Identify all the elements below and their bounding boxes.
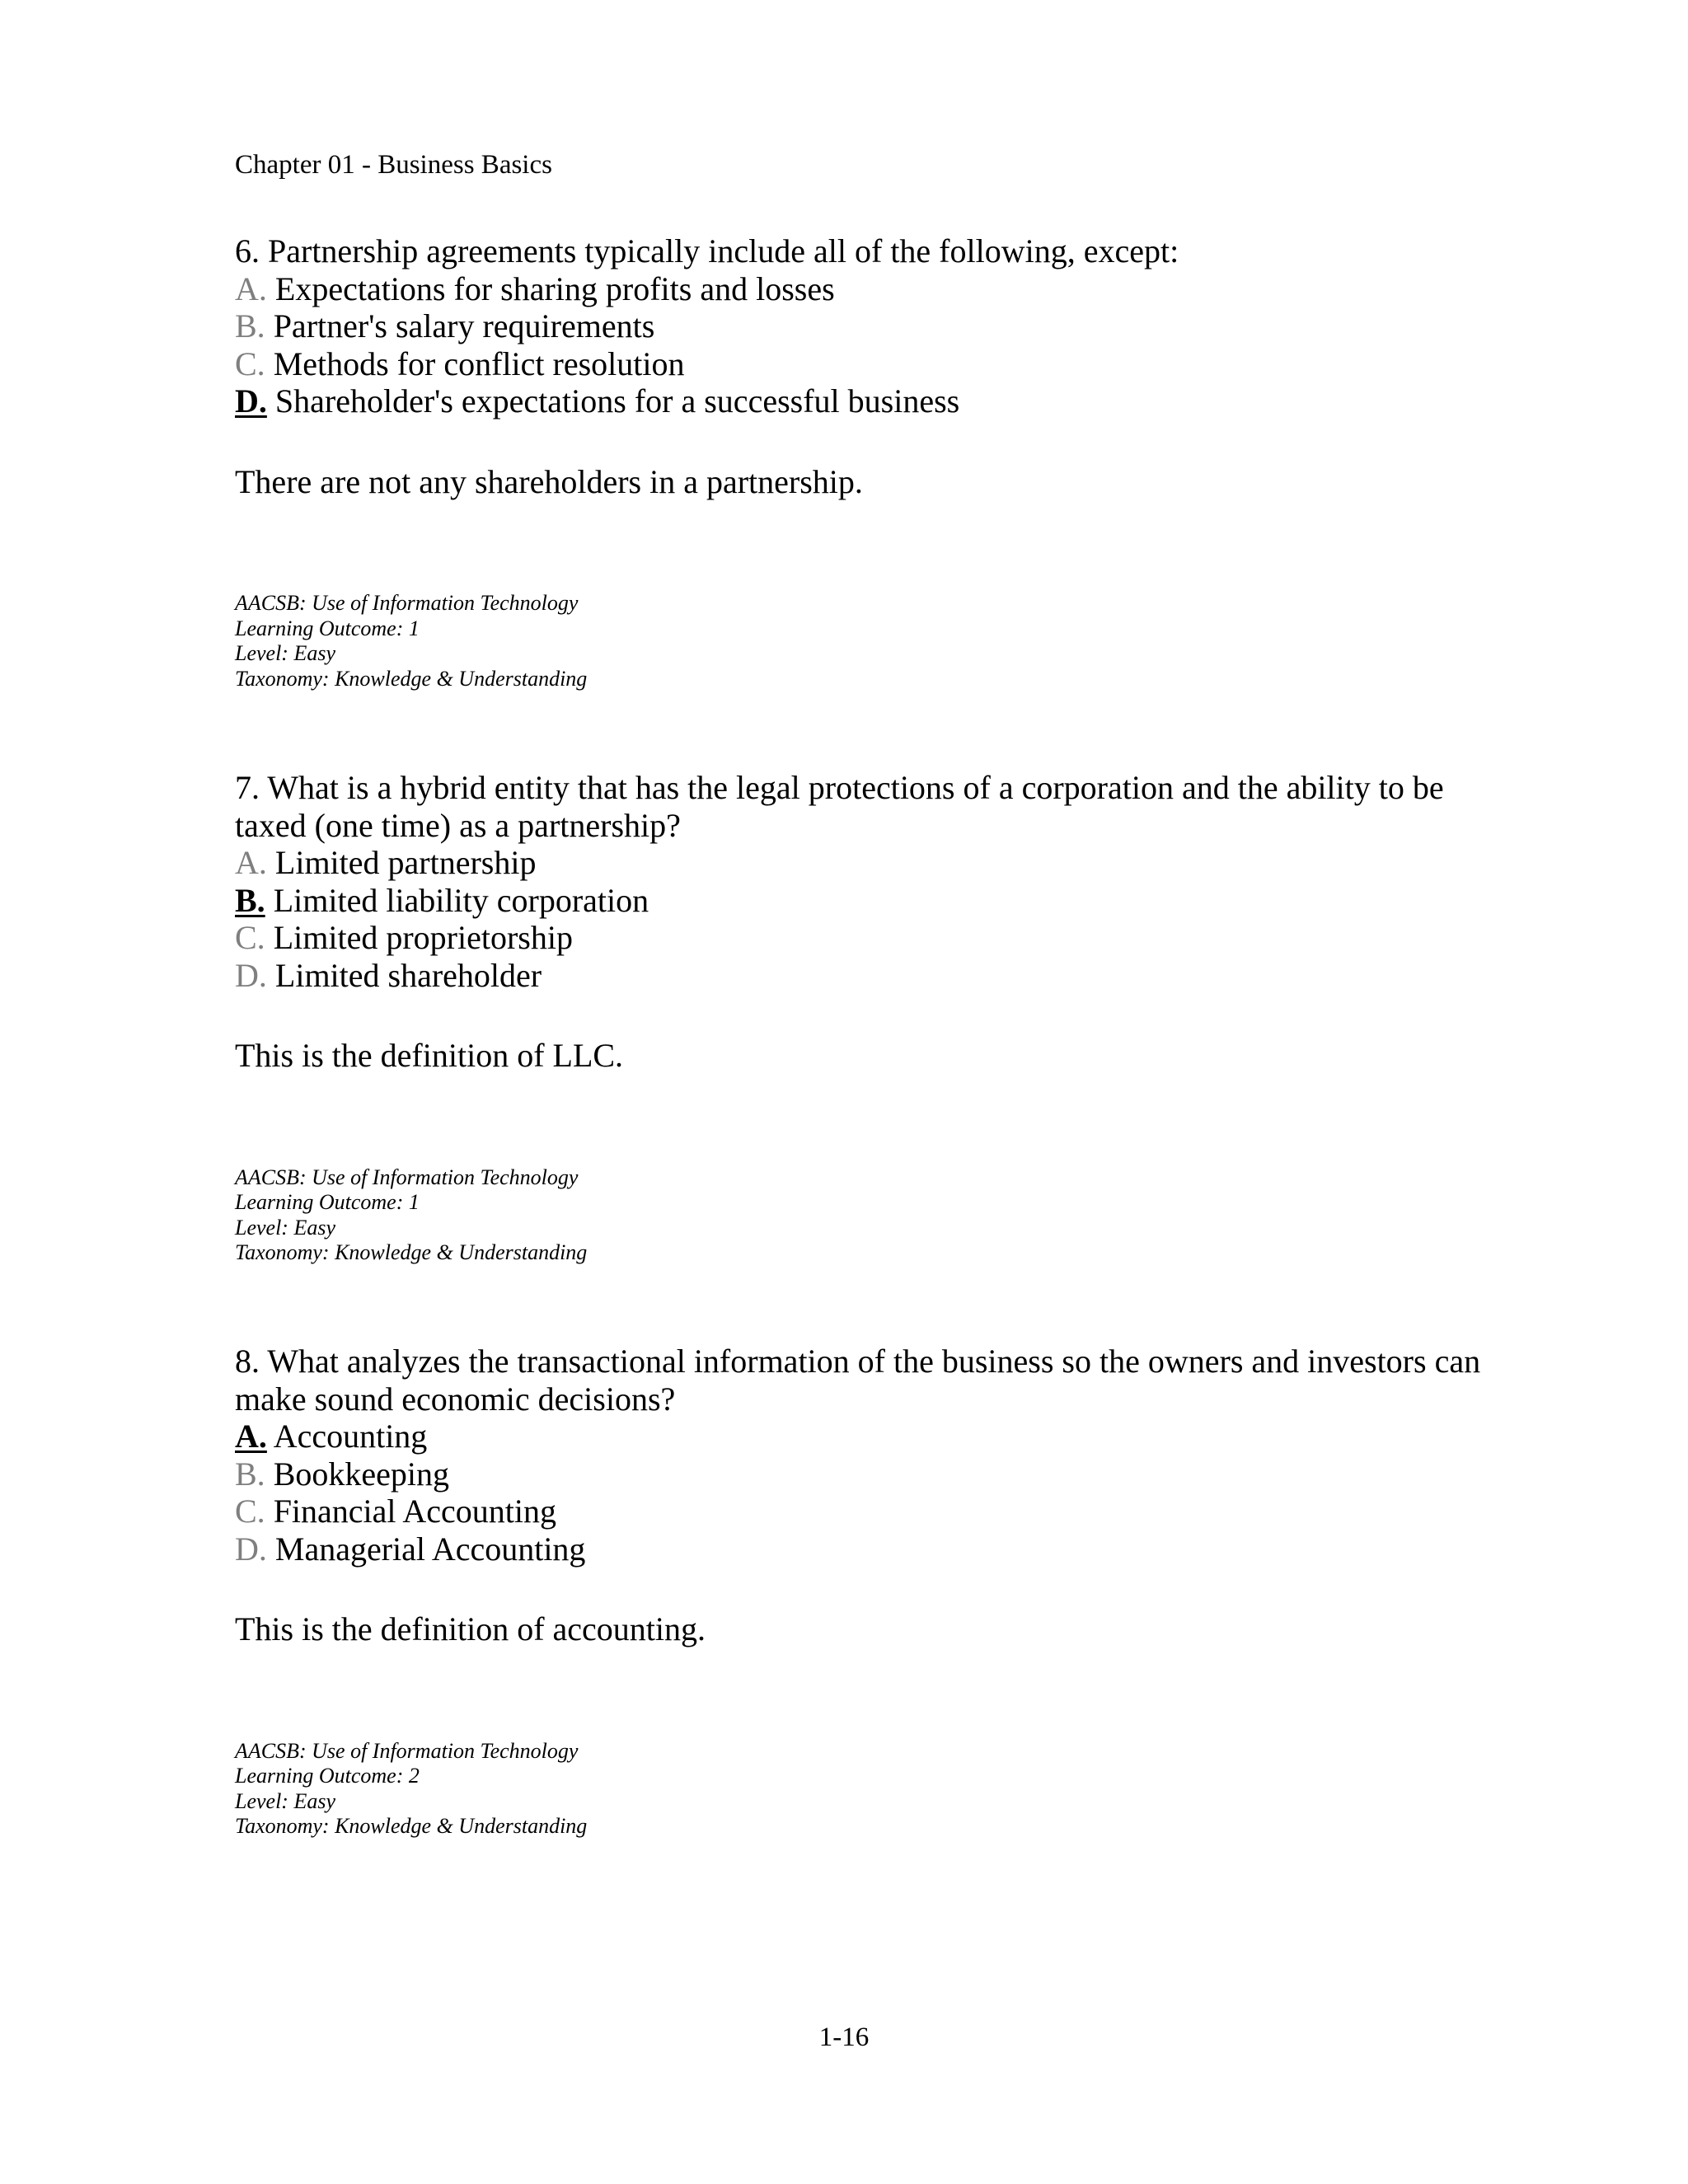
answer-explanation: There are not any shareholders in a partnership. — [235, 462, 863, 500]
question-metadata — [235, 1739, 1488, 1840]
option-b — [235, 307, 1488, 345]
option-d — [235, 382, 1488, 420]
aacsb-tag: AACSB: Use of Information Technology — [235, 1165, 579, 1189]
option-letter: A. — [235, 844, 267, 881]
option-d — [235, 957, 1488, 995]
taxonomy-tag: Taxonomy: Knowledge & Understanding — [235, 666, 588, 691]
question-text: 7. What is a hybrid entity that has the legal protections of a corporation and the ability to be taxed (one time) as a partnership? — [235, 769, 1444, 844]
option-c — [235, 345, 1488, 383]
question-6 — [235, 232, 1488, 691]
learning-outcome-tag: Learning Outcome: 2 — [235, 1764, 420, 1788]
option-d — [235, 1530, 1488, 1568]
option-letter: B. — [235, 1455, 265, 1493]
aacsb-tag: AACSB: Use of Information Technology — [235, 591, 579, 615]
aacsb-tag: AACSB: Use of Information Technology — [235, 1738, 579, 1763]
option-letter: D. — [235, 1530, 267, 1568]
option-text: Limited shareholder — [274, 956, 542, 994]
learning-outcome-tag: Learning Outcome: 1 — [235, 1190, 420, 1214]
option-letter: D. — [235, 956, 267, 994]
option-text: Shareholder's expectations for a successful business — [274, 382, 960, 419]
option-letter: C. — [235, 344, 265, 382]
option-text: Bookkeeping — [273, 1455, 449, 1493]
learning-outcome-tag: Learning Outcome: 1 — [235, 616, 420, 640]
answer-explanation: This is the definition of LLC. — [235, 1037, 624, 1074]
level-tag: Level: Easy — [235, 641, 336, 665]
answer-explanation: This is the definition of accounting. — [235, 1610, 706, 1647]
option-text: Limited proprietorship — [273, 919, 573, 956]
option-letter: B. — [235, 307, 265, 344]
option-letter: C. — [235, 1493, 265, 1530]
taxonomy-tag: Taxonomy: Knowledge & Understanding — [235, 1240, 588, 1264]
question-metadata — [235, 1165, 1488, 1266]
question-8 — [235, 1343, 1488, 1840]
correct-option-letter: A. — [235, 1418, 267, 1455]
option-b — [235, 882, 1488, 920]
correct-option-letter: B. — [235, 881, 265, 919]
option-letter: A. — [235, 269, 267, 307]
option-text: Limited partnership — [274, 844, 537, 881]
option-text: Partner's salary requirements — [273, 307, 655, 344]
option-a — [235, 1418, 1488, 1455]
level-tag: Level: Easy — [235, 1788, 336, 1813]
option-letter: C. — [235, 919, 265, 956]
question-metadata — [235, 591, 1488, 691]
option-text: Limited liability corporation — [273, 881, 649, 919]
question-text: 6. Partnership agreements typically include all of the following, except: — [235, 232, 1179, 269]
option-a — [235, 270, 1488, 308]
option-b — [235, 1455, 1488, 1493]
question-7 — [235, 769, 1488, 1266]
question-text: 8. What analyzes the transactional information of the business so the owners and investors can make sound economic decisions? — [235, 1343, 1481, 1418]
option-text: Managerial Accounting — [274, 1530, 586, 1568]
level-tag: Level: Easy — [235, 1215, 336, 1240]
page-number: 1-16 — [818, 2022, 870, 2052]
option-a — [235, 844, 1488, 882]
chapter-header: Chapter 01 - Business Basics — [235, 150, 552, 180]
option-text: Methods for conflict resolution — [273, 344, 685, 382]
option-text: Expectations for sharing profits and losses — [274, 269, 835, 307]
taxonomy-tag: Taxonomy: Knowledge & Understanding — [235, 1814, 588, 1838]
option-c — [235, 1493, 1488, 1530]
option-text: Financial Accounting — [273, 1493, 556, 1530]
correct-option-letter: D. — [235, 382, 267, 419]
option-c — [235, 919, 1488, 957]
option-text: Accounting — [273, 1418, 428, 1455]
